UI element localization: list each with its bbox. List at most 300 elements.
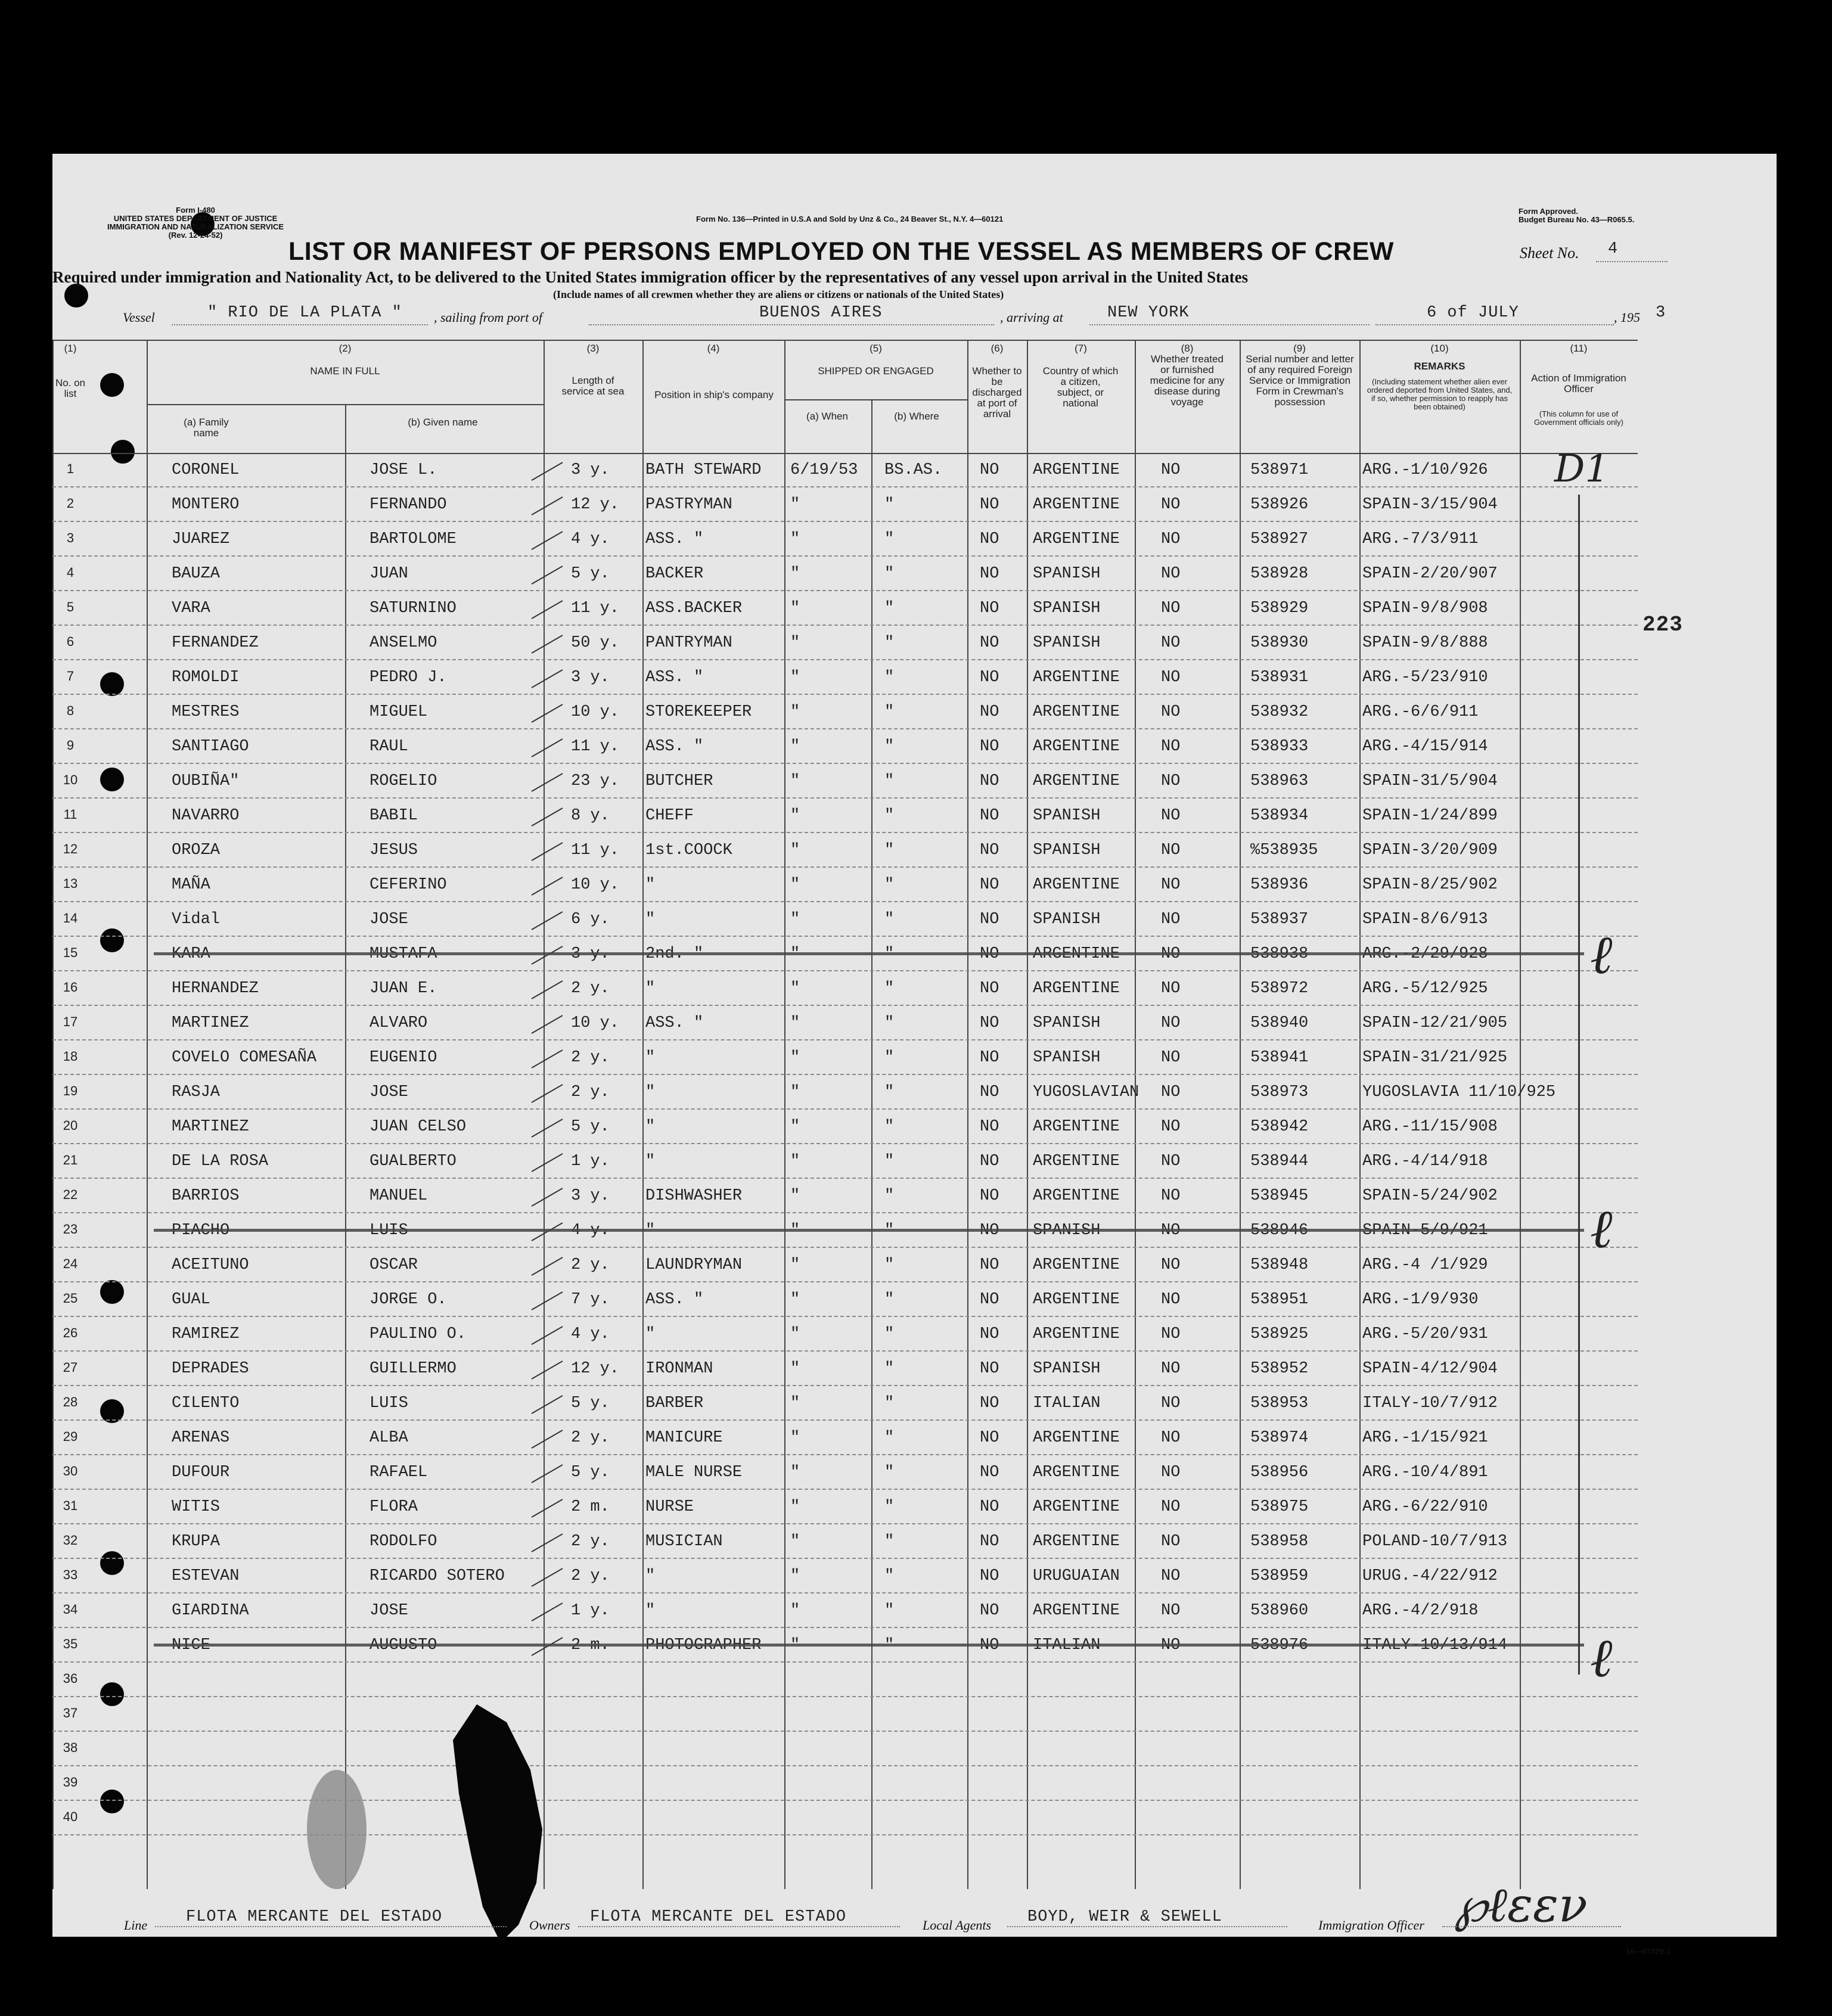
cell-no: 22 (63, 1187, 78, 1202)
cell-med: NO (1161, 1083, 1181, 1101)
cell-where: " (884, 703, 895, 721)
table-row (52, 1386, 1638, 1421)
cell-service: 10 y. (571, 1014, 620, 1032)
cell-country: URUGUAIAN (1033, 1567, 1120, 1585)
cell-when: " (790, 1049, 800, 1067)
tick-mark (532, 946, 563, 965)
cell-position: " (645, 1049, 656, 1067)
cell-no: 29 (63, 1429, 78, 1444)
cell-country: SPANISH (1033, 807, 1101, 825)
cell-serial: 538948 (1250, 1256, 1309, 1274)
cell-serial: 538975 (1250, 1498, 1309, 1516)
cell-serial: 538942 (1250, 1118, 1309, 1136)
cell-disch: NO (980, 496, 999, 514)
cell-remarks: ARG.-5/12/925 (1362, 980, 1488, 998)
cell-where: " (884, 565, 895, 583)
cell-serial: 538952 (1250, 1360, 1309, 1378)
cell-when: " (790, 1394, 800, 1412)
cell-med: NO (1161, 1187, 1181, 1205)
table-row (52, 1421, 1638, 1455)
cell-no: 25 (63, 1291, 78, 1306)
cell-where: " (884, 1118, 895, 1136)
cell-position: ASS. " (645, 1291, 704, 1309)
cell-service: 10 y. (571, 703, 620, 721)
cell-country: ARGENTINE (1033, 1153, 1120, 1170)
cell-med: NO (1161, 1291, 1181, 1309)
cell-where: " (884, 1567, 895, 1585)
cell-where: " (884, 634, 895, 652)
cell-med: NO (1161, 1360, 1181, 1378)
cell-given: JUAN (369, 565, 408, 583)
cell-serial: 538926 (1250, 496, 1309, 514)
cell-position: " (645, 980, 656, 998)
cell-when: " (790, 599, 800, 617)
tick-mark (532, 566, 563, 585)
cell-med: NO (1161, 599, 1181, 617)
cell-position: ASS. " (645, 669, 704, 687)
vessel-label: Vessel (123, 310, 155, 325)
cell-no: 15 (63, 945, 78, 960)
table-row (52, 1766, 1638, 1801)
cell-service: 3 y. (571, 1187, 610, 1205)
cell-where: " (884, 1325, 895, 1343)
cell-family: ESTEVAN (172, 1567, 240, 1585)
col4-header: Position in ship's company (654, 389, 774, 400)
tick-mark (532, 1257, 563, 1276)
table-row (52, 1110, 1638, 1144)
cell-country: ARGENTINE (1033, 496, 1120, 514)
cell-where: " (884, 772, 895, 790)
cell-family: ROMOLDI (172, 669, 240, 687)
ink-blot (435, 1698, 554, 1949)
cell-disch: NO (980, 1533, 999, 1551)
cell-service: 6 y. (571, 911, 610, 928)
cell-family: VARA (172, 599, 210, 617)
cell-service: 8 y. (571, 807, 610, 825)
col1-header: No. on list (55, 377, 86, 399)
cell-when: " (790, 1567, 800, 1585)
cell-where: " (884, 1429, 895, 1447)
table-row (52, 799, 1638, 833)
cell-remarks: ARG.-10/4/891 (1362, 1464, 1488, 1481)
tick-mark (532, 1291, 563, 1310)
cell-remarks: ARG.-1/10/926 (1362, 461, 1488, 479)
table-row (52, 1144, 1638, 1179)
cell-where: " (884, 738, 895, 756)
cell-remarks: SPAIN-31/21/925 (1362, 1049, 1508, 1067)
cell-when: " (790, 1118, 800, 1136)
owners-value: FLOTA MERCANTE DEL ESTADO (590, 1908, 847, 1926)
cell-country: ARGENTINE (1033, 772, 1120, 790)
cell-serial: 538945 (1250, 1187, 1309, 1205)
tick-mark (532, 1015, 563, 1034)
cell-family: RASJA (172, 1083, 221, 1101)
cell-no: 14 (63, 911, 78, 925)
cell-position: CHEFF (645, 807, 694, 825)
tick-mark (532, 1533, 563, 1552)
cell-med: NO (1161, 1533, 1181, 1551)
cell-remarks: SPAIN-2/20/907 (1362, 565, 1498, 583)
cell-family: COVELO COMESAÑA (172, 1049, 317, 1067)
cell-country: ARGENTINE (1033, 461, 1120, 479)
printer-note: Form No. 136—Printed in U.S.A and Sold by Unz & Co., 24 Beaver St., N.Y. 4—60121 (696, 215, 1004, 223)
table-row (52, 1213, 1638, 1248)
cell-given: MIGUEL (369, 703, 428, 721)
cell-no: 7 (66, 669, 74, 684)
cell-given: ALBA (369, 1429, 408, 1447)
cell-given: PEDRO J. (369, 669, 447, 687)
agents-value: BOYD, WEIR & SEWELL (1027, 1908, 1222, 1926)
cell-disch: NO (980, 565, 999, 583)
cell-no: 11 (63, 807, 77, 822)
cell-given: RAFAEL (369, 1464, 428, 1481)
cell-where: " (884, 1602, 895, 1620)
cell-where: " (884, 1153, 895, 1170)
tick-mark (532, 1464, 563, 1483)
cell-disch: NO (980, 1394, 999, 1412)
cell-serial: 538932 (1250, 703, 1309, 721)
cell-remarks: SPAIN-1/24/899 (1362, 807, 1498, 825)
page-title: LIST OR MANIFEST OF PERSONS EMPLOYED ON THE VESSEL AS MEMBERS OF CREW (288, 237, 1394, 266)
cell-where: " (884, 807, 895, 825)
cell-family: MONTERO (172, 496, 240, 514)
cell-given: EUGENIO (369, 1049, 437, 1067)
col2b-header: (b) Given name (408, 417, 478, 428)
cell-when: " (790, 1153, 800, 1170)
cell-disch: NO (980, 738, 999, 756)
tick-mark (532, 773, 563, 792)
tick-mark (532, 1153, 563, 1172)
cell-no: 35 (63, 1636, 78, 1651)
cell-country: ARGENTINE (1033, 876, 1120, 894)
cell-no: 20 (63, 1118, 78, 1133)
cell-service: 2 y. (571, 1429, 610, 1447)
cell-med: NO (1161, 461, 1181, 479)
cell-position: ASS. " (645, 530, 704, 548)
cell-position: " (645, 1325, 656, 1343)
cell-disch: NO (980, 980, 999, 998)
cell-disch: NO (980, 911, 999, 928)
cell-position: BATH STEWARD (645, 461, 762, 479)
cell-where: " (884, 669, 895, 687)
cell-remarks: SPAIN-9/8/908 (1362, 599, 1488, 617)
cell-med: NO (1161, 980, 1181, 998)
cell-remarks: ARG.-4/2/918 (1362, 1602, 1479, 1620)
cell-when: " (790, 772, 800, 790)
cell-med: NO (1161, 1049, 1181, 1067)
officer-label: Immigration Officer (1318, 1918, 1424, 1933)
cell-when: 6/19/53 (790, 461, 858, 479)
col8-num: (8) (1181, 343, 1194, 354)
cell-remarks: ARG.-4/14/918 (1362, 1153, 1488, 1170)
cell-remarks: ARG.-1/15/921 (1362, 1429, 1488, 1447)
cell-remarks: ARG.-6/6/911 (1362, 703, 1479, 721)
cell-service: 2 y. (571, 1256, 610, 1274)
cell-remarks: ARG.-11/15/908 (1362, 1118, 1498, 1136)
cell-disch: NO (980, 1325, 999, 1343)
cell-when: " (790, 1498, 800, 1516)
cell-where: " (884, 599, 895, 617)
cell-disch: NO (980, 1567, 999, 1585)
punch-hole (64, 284, 88, 307)
col11-subheader: (This column for use of Government officials only) (1533, 409, 1624, 427)
cell-given: JORGE O. (369, 1291, 447, 1309)
cell-given: LUIS (369, 1394, 408, 1412)
cell-disch: NO (980, 1153, 999, 1170)
cell-when: " (790, 565, 800, 583)
table-row (52, 487, 1638, 522)
table-row (52, 522, 1638, 557)
cell-when: " (790, 1602, 800, 1620)
cell-serial: 538927 (1250, 530, 1309, 548)
cell-given: JOSE (369, 1602, 408, 1620)
line-value: FLOTA MERCANTE DEL ESTADO (186, 1908, 443, 1926)
cell-serial: 538934 (1250, 807, 1309, 825)
tick-mark (532, 877, 563, 896)
cell-serial: 538960 (1250, 1602, 1309, 1620)
cell-when: " (790, 1533, 800, 1551)
cell-no: 3 (66, 530, 74, 545)
cell-country: ARGENTINE (1033, 1464, 1120, 1481)
cell-service: 2 m. (571, 1498, 610, 1516)
cell-remarks: SPAIN-3/15/904 (1362, 496, 1498, 514)
tick-mark (532, 1637, 563, 1656)
col4-num: (4) (707, 343, 720, 354)
cell-remarks: ARG.-1/9/930 (1362, 1291, 1479, 1309)
cell-position: MUSICIAN (645, 1533, 723, 1551)
cell-service: 4 y. (571, 530, 610, 548)
table-row (52, 453, 1638, 487)
cell-remarks: SPAIN-31/5/904 (1362, 772, 1498, 790)
cell-where: " (884, 530, 895, 548)
cell-given: JOSE (369, 1083, 408, 1101)
cell-where: " (884, 496, 895, 514)
cell-where: " (884, 841, 895, 859)
cell-given: GUILLERMO (369, 1360, 457, 1378)
cell-where: " (884, 1083, 895, 1101)
col10-num: (10) (1430, 343, 1449, 354)
cell-given: PAULINO O. (369, 1325, 467, 1343)
table-row (52, 1697, 1638, 1732)
cell-when: " (790, 496, 800, 514)
cell-no: 39 (63, 1775, 78, 1790)
cell-position: DISHWASHER (645, 1187, 743, 1205)
col11-num: (11) (1570, 343, 1588, 354)
cell-country: YUGOSLAVIAN (1033, 1083, 1139, 1101)
tick-mark (532, 1499, 563, 1518)
cell-family: CORONEL (172, 461, 240, 479)
cell-remarks: URUG.-4/22/912 (1362, 1567, 1498, 1585)
cell-serial: 538941 (1250, 1049, 1309, 1067)
cell-serial: 538936 (1250, 876, 1309, 894)
cell-disch: NO (980, 530, 999, 548)
sheet-number: 4 (1608, 240, 1619, 258)
cell-given: ROGELIO (369, 772, 437, 790)
cell-service: 23 y. (571, 772, 620, 790)
cell-med: NO (1161, 1014, 1181, 1032)
cell-serial: 538928 (1250, 565, 1309, 583)
cell-serial: 538956 (1250, 1464, 1309, 1481)
cell-country: ARGENTINE (1033, 1256, 1120, 1274)
cell-no: 30 (63, 1464, 78, 1478)
cell-service: 11 y. (571, 738, 620, 756)
cell-disch: NO (980, 1118, 999, 1136)
check-mark: ℓ (1590, 1198, 1613, 1260)
cell-where: " (884, 1464, 895, 1481)
cell-country: ARGENTINE (1033, 1291, 1120, 1309)
table-row (52, 1490, 1638, 1524)
cell-no: 23 (63, 1222, 78, 1237)
cell-serial: 538974 (1250, 1429, 1309, 1447)
cell-service: 5 y. (571, 1394, 610, 1412)
cell-remarks: ITALY-10/7/912 (1362, 1394, 1498, 1412)
cell-remarks: ARG.-5/20/931 (1362, 1325, 1488, 1343)
cell-position: LAUNDRYMAN (645, 1256, 743, 1274)
cell-disch: NO (980, 772, 999, 790)
table-row (52, 1559, 1638, 1593)
tick-mark (532, 911, 563, 930)
cell-remarks: SPAIN-4/12/904 (1362, 1360, 1498, 1378)
cell-where: " (884, 1256, 895, 1274)
agents-label: Local Agents (923, 1918, 992, 1933)
cell-given: RICARDO SOTERO (369, 1567, 505, 1585)
cell-disch: NO (980, 1464, 999, 1481)
cell-disch: NO (980, 1083, 999, 1101)
col8-header: Whether treated or furnished medicine for any disease during voyage (1150, 353, 1225, 408)
cell-country: SPANISH (1033, 1014, 1101, 1032)
cell-given: FLORA (369, 1498, 418, 1516)
tick-mark (532, 1049, 563, 1068)
table-row (52, 1593, 1638, 1628)
cell-remarks: YUGOSLAVIA 11/10/925 (1362, 1083, 1556, 1101)
cell-remarks: SPAIN-9/8/888 (1362, 634, 1488, 652)
cell-serial: 538931 (1250, 669, 1309, 687)
cell-given: BABIL (369, 807, 418, 825)
cell-country: ARGENTINE (1033, 1498, 1120, 1516)
cell-service: 10 y. (571, 876, 620, 894)
tick-mark (532, 1395, 563, 1414)
cell-country: SPANISH (1033, 565, 1101, 583)
cell-serial: 538953 (1250, 1394, 1309, 1412)
cell-country: ARGENTINE (1033, 1325, 1120, 1343)
tick-mark (532, 635, 563, 654)
cell-remarks: ARG.-4 /1/929 (1362, 1256, 1488, 1274)
cell-no: 33 (63, 1567, 78, 1582)
col7-num: (7) (1075, 343, 1087, 354)
strike-through-line (154, 1644, 1584, 1647)
tick-mark (532, 842, 563, 861)
cell-given: JUAN CELSO (369, 1118, 467, 1136)
col5-header: SHIPPED OR ENGAGED (818, 365, 934, 377)
cell-family: OUBIÑA" (172, 772, 240, 790)
col7-header: Country of which a citizen, subject, or national (1042, 365, 1119, 409)
cell-given: JOSE (369, 911, 408, 928)
cell-family: Vidal (172, 911, 221, 928)
cell-position: MALE NURSE (645, 1464, 743, 1481)
cell-no: 40 (63, 1809, 78, 1824)
cell-serial: 538937 (1250, 911, 1309, 928)
cell-family: HERNANDEZ (172, 980, 259, 998)
cell-position: IRONMAN (645, 1360, 713, 1378)
cell-given: SATURNINO (369, 599, 457, 617)
officer-signature: ℘ℓεεν (1454, 1877, 1588, 1933)
table-row (52, 833, 1638, 868)
cell-where: " (884, 1049, 895, 1067)
cell-when: " (790, 876, 800, 894)
table-row (52, 1248, 1638, 1282)
cell-serial: 538930 (1250, 634, 1309, 652)
tick-mark (532, 1222, 563, 1241)
cell-family: DUFOUR (172, 1464, 230, 1481)
tick-mark (532, 496, 563, 515)
cell-given: GUALBERTO (369, 1153, 457, 1170)
cell-remarks: POLAND-10/7/913 (1362, 1533, 1508, 1551)
cell-country: ARGENTINE (1033, 980, 1120, 998)
cell-position: BUTCHER (645, 772, 713, 790)
cell-family: MESTRES (172, 703, 240, 721)
cell-family: MARTINEZ (172, 1118, 249, 1136)
cell-family: WITIS (172, 1498, 221, 1516)
check-mark: ℓ (1590, 924, 1613, 986)
cell-position: " (645, 1567, 656, 1585)
cell-position: PASTRYMAN (645, 496, 732, 514)
cell-when: " (790, 669, 800, 687)
cell-disch: NO (980, 807, 999, 825)
cell-remarks: ARG.-4/15/914 (1362, 738, 1488, 756)
cell-remarks: SPAIN-5/24/902 (1362, 1187, 1498, 1205)
cell-med: NO (1161, 772, 1181, 790)
cell-disch: NO (980, 1187, 999, 1205)
arriving-label: , arriving at (1000, 310, 1063, 325)
table-row (52, 1628, 1638, 1663)
cell-when: " (790, 841, 800, 859)
cell-where: " (884, 1498, 895, 1516)
tick-mark (532, 600, 563, 619)
col6-header: Whether to be discharged at port of arrival (972, 365, 1022, 420)
check-mark: ℓ (1590, 1627, 1613, 1689)
table-row (52, 868, 1638, 902)
year-digit: 3 (1656, 304, 1666, 322)
cell-family: RAMIREZ (172, 1325, 240, 1343)
cell-med: NO (1161, 807, 1181, 825)
tick-mark (532, 1326, 563, 1345)
table-row (52, 971, 1638, 1006)
cell-service: 3 y. (571, 461, 610, 479)
cell-country: ARGENTINE (1033, 1602, 1120, 1620)
cell-remarks: SPAIN-12/21/905 (1362, 1014, 1508, 1032)
cell-country: ARGENTINE (1033, 1187, 1120, 1205)
col10-subheader: (Including statement whether alien ever ordered deported from United States, and, if so, whether permission to reapply has been obtained) (1367, 377, 1513, 411)
cell-serial: 538973 (1250, 1083, 1309, 1101)
cell-disch: NO (980, 1014, 999, 1032)
sailing-port: BUENOS AIRES (759, 304, 883, 322)
cell-no: 38 (63, 1740, 78, 1755)
cell-med: NO (1161, 703, 1181, 721)
cell-disch: NO (980, 876, 999, 894)
cell-when: " (790, 1187, 800, 1205)
cell-family: KRUPA (172, 1533, 221, 1551)
cell-family: BARRIOS (172, 1187, 240, 1205)
cell-given: JESUS (369, 841, 418, 859)
table-row (52, 1801, 1638, 1835)
cell-where: " (884, 1394, 895, 1412)
cell-service: 12 y. (571, 1360, 620, 1378)
table-row (52, 1732, 1638, 1766)
arrival-date: 6 of JULY (1427, 304, 1519, 322)
cell-disch: NO (980, 841, 999, 859)
tick-mark (532, 1084, 563, 1103)
cell-remarks: ARG.-6/22/910 (1362, 1498, 1488, 1516)
